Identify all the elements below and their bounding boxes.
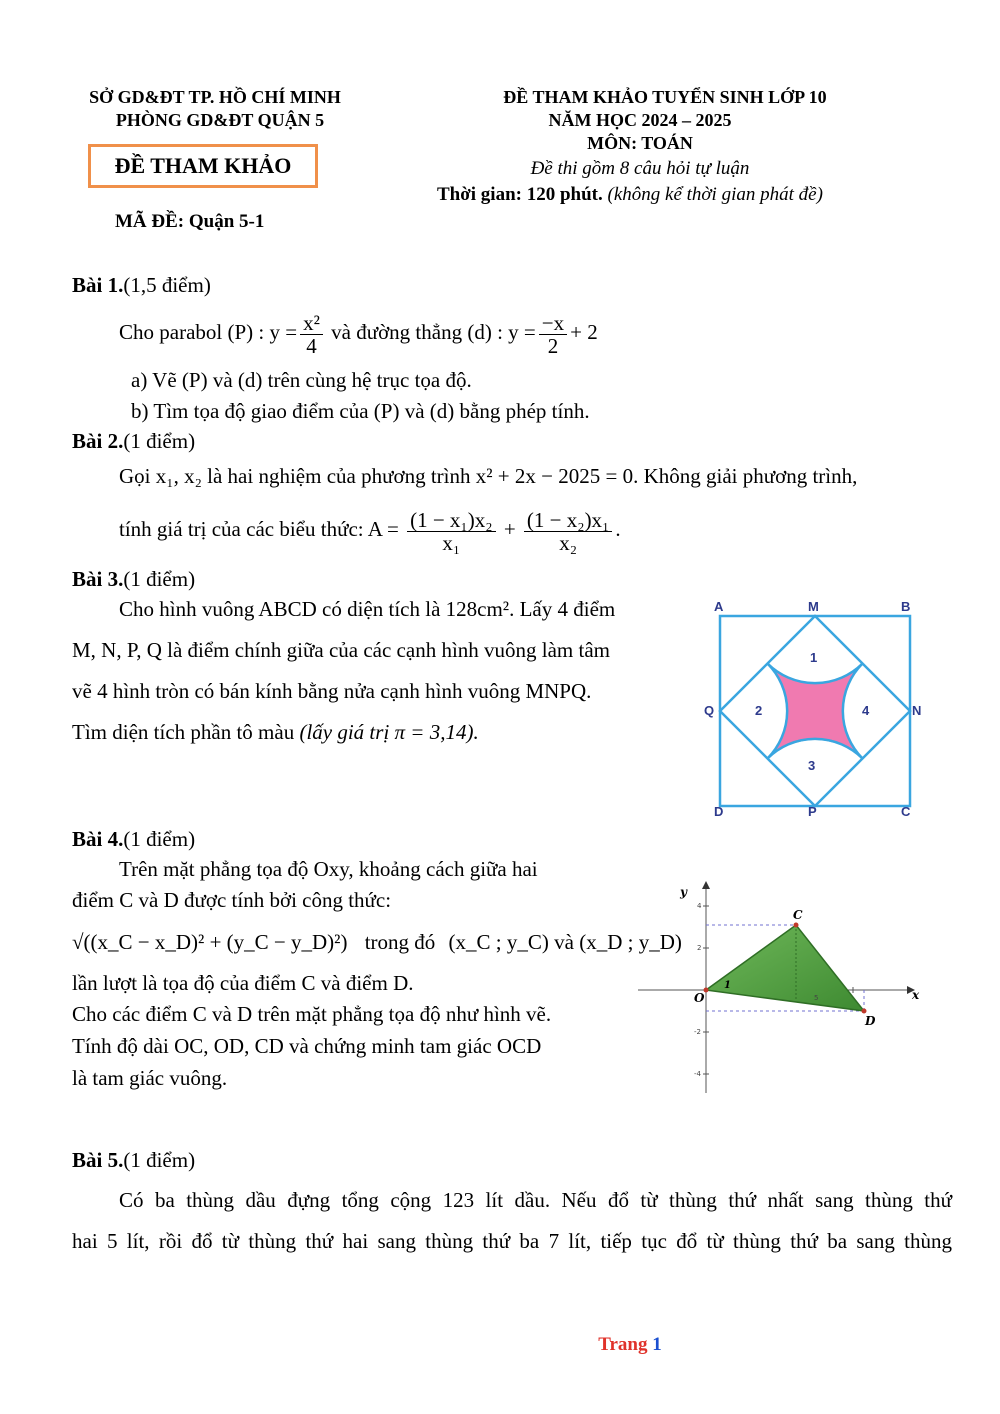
- label-x: x: [912, 988, 920, 1002]
- exam-time: [437, 184, 823, 206]
- subject: MÔN: TOÁN: [587, 133, 693, 153]
- bai2-line1: [119, 463, 959, 489]
- label-2: 2: [755, 703, 763, 718]
- label-3: 3: [808, 758, 816, 773]
- tick-y-4: 4: [697, 902, 702, 910]
- label-4: 4: [862, 703, 870, 718]
- line-fraction: $\frac{-x}{2}$: [539, 312, 567, 357]
- line-tail: + 2: [570, 320, 598, 344]
- tick-y-neg2: -2: [694, 1028, 701, 1036]
- time-bold: Thời gian: 120 phút.: [437, 184, 603, 205]
- label-A: A: [714, 599, 724, 614]
- parabol-fraction: $\frac{\text{x²}}{4}$: [300, 312, 323, 357]
- label-P: P: [808, 804, 817, 819]
- bai4-points: (1 điểm): [123, 827, 196, 851]
- dept-line-1: SỞ GD&ĐT TP. HỒ CHÍ MINH: [89, 87, 341, 107]
- bai3-line3: vẽ 4 hình tròn có bán kính bằng nửa cạnh hình vuông MNPQ.: [72, 679, 592, 703]
- reference-exam-box: ĐỀ THAM KHẢO: [88, 144, 318, 188]
- bai2-title: Bài 2.: [72, 429, 124, 453]
- bai1-points: (1,5 điểm): [123, 273, 211, 297]
- bai4-line5: Cho các điểm C và D trên mặt phẳng tọa độ như hình vẽ.: [72, 1002, 552, 1026]
- square-figure: [700, 596, 925, 821]
- bai3-line4-italic: (lấy giá trị π = 3,14).: [299, 720, 479, 744]
- exam-title: ĐỀ THAM KHẢO TUYỂN SINH LỚP 10: [503, 87, 827, 107]
- point-c-coords: (x_C ; y_C): [448, 930, 549, 954]
- bai4-heading: [72, 826, 195, 852]
- bai4-line6: Tính độ dài OC, OD, CD và chứng minh tam giác OCD: [72, 1034, 542, 1058]
- label-Q: Q: [704, 703, 715, 718]
- bai2-line2: [119, 500, 621, 558]
- bai4-title: Bài 4.: [72, 827, 124, 851]
- bai3-line4-text: Tìm diện tích phần tô màu: [72, 720, 295, 744]
- tick-x-5: 5: [814, 994, 819, 1002]
- bai1-heading: [72, 272, 211, 298]
- label-C: C: [901, 804, 911, 819]
- tick-y-neg4: -4: [694, 1070, 701, 1078]
- bai3-line2: M, N, P, Q là điểm chính giữa của các cạnh hình vuông làm tâm: [72, 638, 611, 662]
- label-1: 1: [810, 650, 818, 665]
- tick-x-1: 1: [724, 980, 731, 991]
- bai3-points: (1 điểm): [123, 567, 196, 591]
- bai2-text-b: là hai nghiệm của phương trình: [207, 464, 471, 488]
- bai2-roots: x₁, x₂: [155, 464, 202, 488]
- bai3-line4: [72, 712, 479, 753]
- bai5-title: Bài 5.: [72, 1148, 124, 1172]
- bai1-intro: Cho parabol: [119, 320, 223, 344]
- bai3-line1: Cho hình vuông ABCD có diện tích là 128cm². Lấy 4 điểm: [119, 597, 616, 621]
- bai4-formula-line: [72, 929, 682, 955]
- label-N: N: [912, 703, 922, 718]
- bai2-text-2: tính giá trị của các biểu thức:: [119, 517, 364, 541]
- label-point-c: C: [793, 908, 803, 922]
- tick-y-2: 2: [697, 944, 702, 952]
- label-y: y: [680, 885, 687, 899]
- bai1-title: Bài 1.: [72, 273, 124, 297]
- bai5-points: (1 điểm): [123, 1148, 196, 1172]
- expr-fraction-2: $\frac{\text{(1 − x₂)x₁}}{\text{x₂}}$: [524, 509, 612, 554]
- bai4-where: trong đó: [364, 930, 436, 954]
- page-word: Trang: [598, 1334, 648, 1355]
- bai5-heading: [72, 1147, 195, 1173]
- point-d-coords: (x_D ; y_D): [579, 930, 682, 954]
- bai1-part-a: a) Vẽ (P) và (d) trên cùng hệ trục tọa độ.: [131, 368, 472, 392]
- bai4-line2: điểm C và D được tính bởi công thức:: [72, 888, 392, 912]
- expr-fraction-1: $\frac{\text{(1 − x₁)x₂}}{\text{x₁}}$: [407, 509, 495, 554]
- bai2-points: (1 điểm): [123, 429, 196, 453]
- distance-formula: √((x_C − x_D)² + (y_C − y_D)²): [72, 930, 348, 954]
- bai2-text-c: . Không giải phương trình,: [633, 464, 858, 488]
- page-footer: [130, 1334, 1000, 1356]
- label-D: D: [714, 804, 724, 819]
- expr-end: .: [615, 517, 621, 541]
- bai5-line1: Có ba thùng dầu đựng tổng cộng 123 lít dầu. Nếu đổ từ thùng thứ nhất sang thùng thứ: [119, 1188, 952, 1212]
- school-year: NĂM HỌC 2024 – 2025: [548, 110, 732, 130]
- time-note: (không kể thời gian phát đề): [607, 184, 823, 205]
- bai1-and: và đường thẳng: [331, 320, 463, 344]
- page-number: 1: [652, 1334, 662, 1355]
- expr-lhs: A =: [367, 517, 399, 541]
- label-point-d: D: [865, 1014, 876, 1028]
- bai4-line1: Trên mặt phẳng tọa độ Oxy, khoảng cách giữa hai: [119, 857, 538, 881]
- shaded-region: [768, 664, 863, 759]
- question-count: Đề thi gồm 8 câu hỏi tự luận: [530, 158, 750, 179]
- exam-code: MÃ ĐỀ: Quận 5-1: [115, 211, 265, 232]
- line-label: (d) : y =: [467, 320, 536, 344]
- bai2-text-a: Gọi: [119, 464, 151, 488]
- dept-line-2: PHÒNG GD&ĐT QUẬN 5: [115, 110, 325, 130]
- label-B: B: [901, 599, 911, 614]
- point-d: [862, 1009, 867, 1014]
- y-axis-arrow: [702, 881, 710, 889]
- expr-plus: +: [503, 517, 516, 541]
- bai2-heading: [72, 428, 195, 454]
- coordinate-graph: [632, 875, 932, 1100]
- parabol-label: (P) : y =: [227, 320, 298, 344]
- bai4-line7: là tam giác vuông.: [72, 1066, 228, 1090]
- bai1-statement: [119, 304, 598, 360]
- point-c: [794, 923, 799, 928]
- bai4-line4: lần lượt là tọa độ của điểm C và điểm D.: [72, 971, 414, 995]
- label-M: M: [808, 599, 819, 614]
- triangle-ocd: [706, 925, 864, 1011]
- bai3-title: Bài 3.: [72, 567, 124, 591]
- bai1-part-b: b) Tìm tọa độ giao điểm của (P) và (d) bằng phép tính.: [131, 399, 590, 423]
- label-origin: O: [694, 991, 705, 1005]
- bai2-equation: x² + 2x − 2025 = 0: [475, 464, 634, 488]
- bai5-line2: hai 5 lít, rồi đổ từ thùng thứ hai sang thùng thứ ba 7 lít, tiếp tục đổ từ thùng thứ ba sang thùng: [72, 1229, 952, 1253]
- bai4-and: và: [554, 930, 574, 954]
